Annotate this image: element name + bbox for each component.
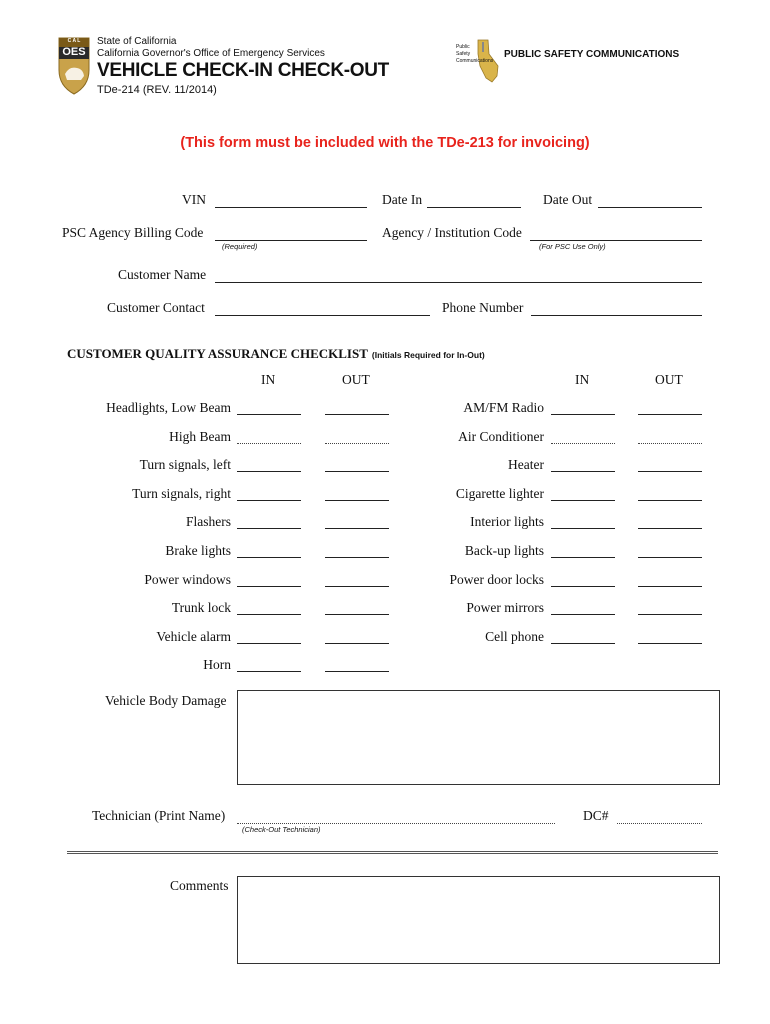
checklist-item-right-2: Heater: [508, 457, 544, 473]
col-in-right: IN: [575, 372, 590, 387]
col-out-left: OUT: [342, 372, 370, 387]
checklist-out-field[interactable]: [325, 586, 389, 587]
checklist-item-right-4: Interior lights: [470, 514, 544, 530]
dc-number-field[interactable]: [617, 823, 702, 824]
checklist-in-field[interactable]: [551, 414, 615, 415]
checklist-in-field[interactable]: [237, 471, 301, 472]
comments-box[interactable]: [237, 876, 720, 964]
date-out-field[interactable]: [598, 207, 702, 208]
checklist-out-field[interactable]: [325, 643, 389, 644]
phone-number-label: Phone Number: [442, 300, 524, 315]
checklist-item-right-8: Cell phone: [485, 628, 544, 644]
technician-note: (Check-Out Technician): [242, 825, 321, 834]
checklist-in-field[interactable]: [237, 643, 301, 644]
checklist-title-note: (Initials Required for In-Out): [371, 350, 485, 360]
vin-label: VIN: [182, 192, 206, 207]
agency-code-field[interactable]: [530, 240, 702, 241]
psc-logo: [456, 36, 502, 86]
technician-name-field[interactable]: [237, 823, 555, 824]
checklist-in-field[interactable]: [237, 671, 301, 672]
checklist-in-field[interactable]: [551, 443, 615, 444]
checklist-in-field[interactable]: [237, 528, 301, 529]
billing-code-label: PSC Agency Billing Code: [62, 225, 204, 240]
form-title: VEHICLE CHECK-IN CHECK-OUT: [97, 60, 389, 81]
checklist-item-left-3: Turn signals, right: [132, 485, 231, 501]
checklist-item-right-5: Back-up lights: [464, 543, 544, 558]
checklist-out-field[interactable]: [638, 586, 702, 587]
checklist-item-left-0: Headlights, Low Beam: [106, 400, 231, 415]
checklist-item-left-5: Brake lights: [165, 543, 231, 558]
checklist-title: [67, 345, 485, 363]
checklist-out-field[interactable]: [638, 643, 702, 644]
customer-contact-label: Customer Contact: [107, 300, 205, 315]
checklist-in-field[interactable]: [551, 614, 615, 615]
checklist-out-field[interactable]: [325, 414, 389, 415]
checklist-out-field[interactable]: [325, 557, 389, 558]
psc-logo-line-2: Safety: [456, 51, 471, 57]
billing-code-note: (Required): [222, 242, 258, 251]
checklist-in-field[interactable]: [237, 614, 301, 615]
psc-logo-line-1: Public: [456, 44, 470, 50]
form-number: TDe-214 (REV. 11/2014): [97, 84, 217, 96]
checklist-item-left-7: Trunk lock: [171, 600, 231, 616]
technician-label: Technician (Print Name): [92, 808, 226, 823]
checklist-in-field[interactable]: [551, 471, 615, 472]
checklist-in-field[interactable]: [237, 586, 301, 587]
comments-label: Comments: [170, 878, 229, 893]
checklist-out-field[interactable]: [638, 443, 702, 444]
checklist-in-field[interactable]: [237, 443, 301, 444]
checklist-in-field[interactable]: [551, 557, 615, 558]
checklist-out-field[interactable]: [325, 443, 389, 444]
checklist-in-field[interactable]: [551, 528, 615, 529]
checklist-out-field[interactable]: [638, 528, 702, 529]
checklist-item-right-0: AM/FM Radio: [463, 400, 544, 415]
date-in-label: Date In: [382, 192, 423, 207]
section-divider: [67, 851, 718, 854]
checklist-in-field[interactable]: [237, 500, 301, 501]
billing-code-field[interactable]: [215, 240, 367, 241]
checklist-out-field[interactable]: [325, 528, 389, 529]
customer-contact-field[interactable]: [215, 315, 430, 316]
checklist-out-field[interactable]: [325, 500, 389, 501]
checklist-item-right-1: Air Conditioner: [458, 428, 544, 444]
checklist-item-left-9: Horn: [203, 657, 231, 673]
col-in-left: IN: [261, 372, 276, 387]
body-damage-label: Vehicle Body Damage: [105, 693, 227, 708]
checklist-in-field[interactable]: [237, 557, 301, 558]
vin-field[interactable]: [215, 207, 367, 208]
division-name: PUBLIC SAFETY COMMUNICATIONS: [504, 49, 680, 60]
phone-number-field[interactable]: [531, 315, 702, 316]
checklist-out-field[interactable]: [638, 614, 702, 615]
checklist-out-field[interactable]: [638, 500, 702, 501]
checklist-item-left-1: High Beam: [169, 428, 231, 444]
invoice-notice: (This form must be included with the TDe-213 for invoicing): [180, 135, 590, 151]
oes-logo: [57, 36, 91, 96]
checklist-item-left-2: Turn signals, left: [139, 457, 231, 473]
checklist-item-right-3: Cigarette lighter: [455, 485, 544, 501]
dc-number-label: DC#: [583, 808, 609, 823]
agency-line-1: State of California: [97, 36, 177, 47]
checklist-out-field[interactable]: [325, 671, 389, 672]
checklist-in-field[interactable]: [551, 586, 615, 587]
agency-code-label: Agency / Institution Code: [382, 225, 522, 240]
psc-logo-line-3: Communications: [456, 58, 494, 64]
checklist-out-field[interactable]: [325, 471, 389, 472]
date-out-label: Date Out: [543, 192, 593, 207]
checklist-title-text: CUSTOMER QUALITY ASSURANCE CHECKLIST: [67, 346, 368, 361]
checklist-item-left-6: Power windows: [144, 571, 231, 587]
col-out-right: OUT: [655, 372, 683, 387]
customer-name-label: Customer Name: [118, 267, 207, 282]
checklist-in-field[interactable]: [551, 500, 615, 501]
checklist-in-field[interactable]: [237, 414, 301, 415]
checklist-out-field[interactable]: [325, 614, 389, 615]
checklist-out-field[interactable]: [638, 414, 702, 415]
customer-name-field[interactable]: [215, 282, 702, 283]
agency-line-2: California Governor's Office of Emergency Services: [97, 48, 325, 59]
checklist-out-field[interactable]: [638, 557, 702, 558]
checklist-in-field[interactable]: [551, 643, 615, 644]
oes-logo-text: OES: [62, 46, 86, 58]
checklist-item-left-4: Flashers: [186, 514, 231, 530]
agency-code-note: (For PSC Use Only): [539, 242, 606, 251]
checklist-item-left-8: Vehicle alarm: [156, 628, 231, 644]
date-in-field[interactable]: [427, 207, 521, 208]
body-damage-box[interactable]: [237, 690, 720, 785]
checklist-item-right-7: Power mirrors: [466, 600, 544, 616]
checklist-out-field[interactable]: [638, 471, 702, 472]
checklist-item-right-6: Power door locks: [449, 571, 544, 587]
oes-logo-top-text: C A L: [67, 38, 81, 44]
